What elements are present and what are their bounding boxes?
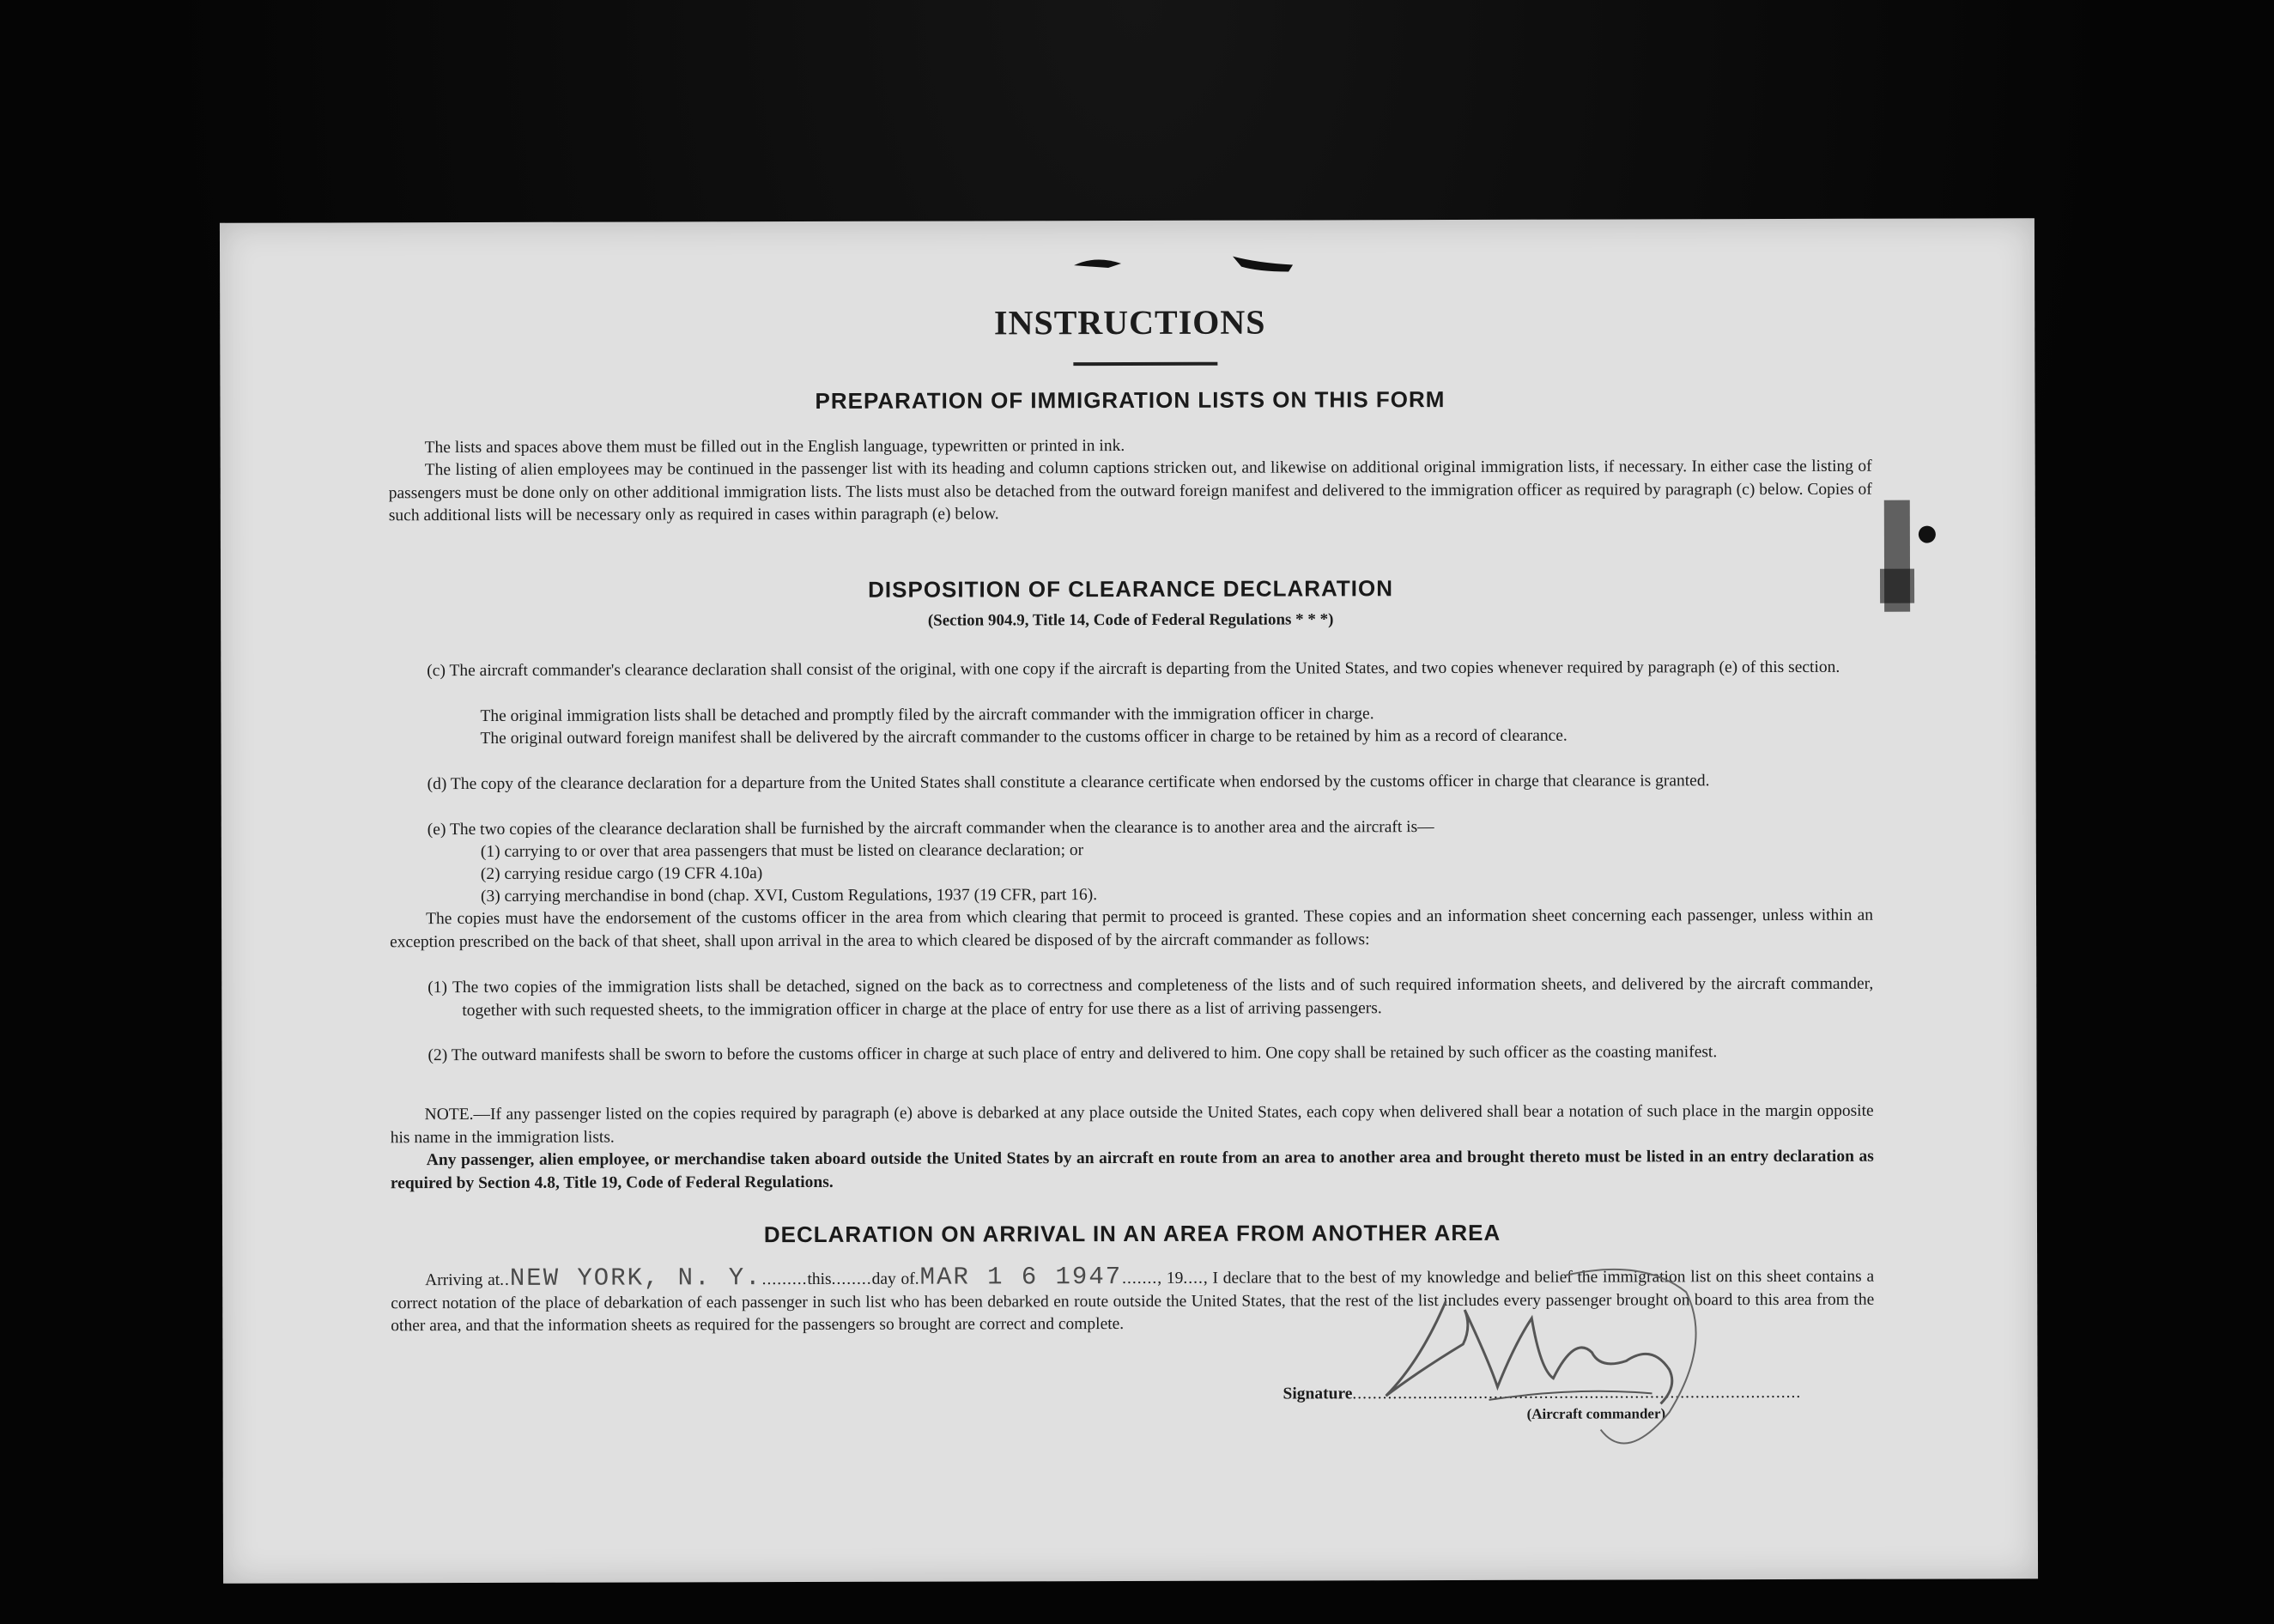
signature-label: Signature — [1283, 1385, 1353, 1403]
year-label: , 19 — [1157, 1269, 1184, 1288]
declaration-text: , I declare that to the best of my knowledge and belief the immigration list on this sheet contains a correct notation of the place of debarkation of each passenger in such list who has been debarked en route outside the United States, that the rest of the list includes every passenger brought on board to this area from the other area, and that the information sheets as required for the passengers so brought are correct and complete. — [391, 1267, 1875, 1336]
arrival-date-field[interactable]: MAR 1 6 1947 — [919, 1263, 1123, 1292]
paragraph-f2: (2) The outward manifests shall be sworn to before the customs officer in charge at such place of entry and delivered to him. One copy shall be retained by such officer as the coasting manifest. — [428, 1043, 1718, 1065]
signature-caption: (Aircraft commander) — [1526, 1405, 1666, 1422]
arrival-place-field[interactable]: NEW YORK, N. Y. — [509, 1263, 762, 1293]
paragraph-c1: The original immigration lists shall be detached and promptly filed by the aircraft commander with the immigration officer in charge. — [480, 705, 1374, 725]
section-heading-arrival: DECLARATION ON ARRIVAL IN AN AREA FROM ANOTHER AREA — [763, 1219, 1501, 1248]
paragraph-copies: The copies must have the endorsement of the customs officer in the area from which clearing that permit to proceed is granted. These copies and an information sheet concerning each passenger, unless within an exception prescribed on the back of that sheet, shall upon arrival in the area to which cleared be disposed of by the aircraft commander as follows: — [390, 906, 1874, 951]
section-heading-preparation: PREPARATION OF IMMIGRATION LISTS ON THIS FORM — [815, 386, 1446, 414]
day-label: day of — [871, 1270, 915, 1288]
section-heading-disposition: DISPOSITION OF CLEARANCE DECLARATION — [868, 575, 1394, 603]
title-rule — [1073, 362, 1217, 366]
arriving-label: Arriving at — [425, 1270, 500, 1290]
signature-line[interactable]: Signature......................................................................................... — [1283, 1383, 1802, 1403]
paragraph-prep-1: The lists and spaces above them must be filled out in the English language, typewritten or printed in ink. — [424, 437, 1125, 458]
ink-smudge-top — [1070, 245, 1310, 281]
ink-smudge-right — [1867, 492, 1944, 629]
paragraph-d: (d) The copy of the clearance declaration for a departure from the United States shall constitute a clearance certificate when endorsed by the customs officer in charge that clearance is granted. — [427, 772, 1710, 794]
paragraph-note: NOTE.—If any passenger listed on the copies required by paragraph (e) above is debarked at any place outside the United States, each copy when delivered shall bear a notation of such place in the margin opposite his name in the immigration lists. — [390, 1101, 1874, 1147]
section-subheading-disposition: (Section 904.9, Title 14, Code of Federal Regulations * * *) — [927, 610, 1334, 630]
paragraph-any-passenger: Any passenger, alien employee, or merchandise taken aboard outside the United States by an aircraft en route from an area to another area and brought thereto must be listed in an entry declaration as required by Section 4.8, Title 19, Code of Federal Regulations. — [390, 1147, 1874, 1192]
paragraph-f1: (1) The two copies of the immigration lists shall be detached, signed on the back as to correctness and completeness of the lists and of such required information sheets, and delivered by the aircraft commander, together with such requested sheets, to the immigration officer in charge at the place of entry for use there as a list of arriving passengers. — [428, 974, 1874, 1020]
paragraph-e: (e) The two copies of the clearance declaration shall be furnished by the aircraft commander when the clearance is to another area and the aircraft is— — [427, 818, 1434, 839]
paragraph-c2: The original outward foreign manifest shall be delivered by the aircraft commander to the customs officer in charge to be retained by him as a record of clearance. — [480, 726, 1568, 748]
paragraph-e1: (1) carrying to or over that area passengers that must be listed on clearance declaration; or — [480, 841, 1084, 861]
paragraph-prep-2: The listing of alien employees may be continued in the passenger list with its heading and column captions stricken out, and likewise on additional original immigration lists, if necessary. In either case the listing of passengers must be done only on other additional immigration lists. The lists must also be detached from the outward foreign manifest and delivered to the immigration officer as required by paragraph (c) below. Copies of such additional lists will be necessary only as required in cases within paragraph (e) below. — [388, 457, 1872, 525]
form-sheet — [220, 218, 2038, 1584]
page-title: INSTRUCTIONS — [993, 302, 1266, 342]
paragraph-arrival-declaration: Arriving at..NEW YORK, N. Y..........this........day of.MAR 1 6 1947......., 19...., I declare that to the best of my knowledge and belief the immigration list on this sheet contains a correct notation of the place of debarkation of each passenger in such list who has been debarked en route outside the United States, that the rest of the list includes every passenger brought on board to this area from the other area, and that the information sheets as required for the passengers so brought are correct and complete. — [391, 1263, 1875, 1336]
paragraph-c: (c) The aircraft commander's clearance declaration shall consist of the original, with one copy if the aircraft is departing from the United States, and two copies whenever required by paragraph (e) of this section. — [427, 657, 1840, 681]
handwritten-signature — [1368, 1240, 1747, 1464]
paragraph-e2: (2) carrying residue cargo (19 CFR 4.10a) — [480, 864, 763, 883]
this-label: this — [807, 1270, 832, 1288]
paragraph-e3: (3) carrying merchandise in bond (chap. XVI, Custom Regulations, 1937 (19 CFR, part 16). — [480, 886, 1098, 906]
